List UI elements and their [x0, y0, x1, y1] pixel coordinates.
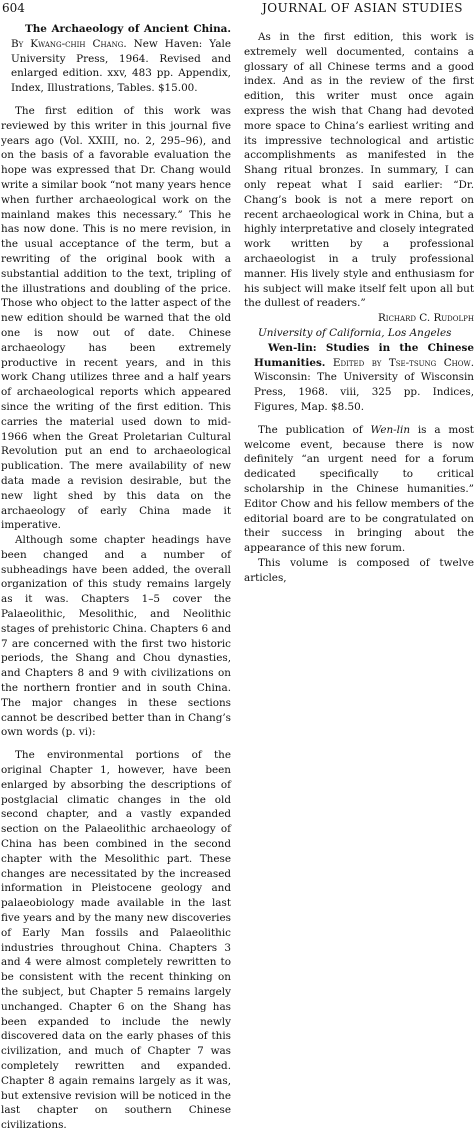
review-1-title: The Archaeology of Ancient China.: [25, 23, 231, 35]
reviewer-name: Richard C. Rudolph: [377, 312, 474, 325]
review-1-author: By Kwang-chih Chang.: [11, 37, 127, 50]
left-column: [1, 22, 231, 1133]
review-2-journal-name: Wen-lin: [370, 423, 411, 436]
review-2-paragraph-1: [244, 423, 474, 556]
review-2-title: Wen-lin: Studies in the Chinese Humanities.: [254, 341, 474, 369]
review-1-paragraph-2: Although some chapter headings have been changed and a number of subheadings have been added, the overall organization of this study remains largely as it was. Chapters 1–5 cover the Palaeolithic, Mesolithic, and Neolithic stages of prehistoric China. Chapters 6 and 7 are concerned with the first two historic periods, the Shang and Chou dynasties, and Chapters 8 and 9 with civilizations on the northern frontier and in south China. The major changes in these sections cannot be described better than in Chang’s own words (p. vi):: [1, 534, 231, 739]
running-header: [0, 0, 474, 16]
review-1-heading: [1, 22, 231, 96]
review-1-details: New Haven: Yale University Press, 1964. Revised and enlarged edition. xxv, 483 pp. Appendix, Index, Illustrations, Tables. $15.00.: [11, 37, 231, 95]
review-1-paragraph-1: The first edition of this work was reviewed by this writer in this journal five years ago (Vol. XXIII, no. 2, 295–96), and on the basis of a favorable evaluation the hope was expressed that Dr. Chang would write a similar book “not many years hence when further archaeological work on the mainland makes this necessary.” This he has now done. This is no mere revision, in the usual acceptance of the term, but a rewriting of the original book with a substantial addition to the text, tripling of the illustrations and doubling of the price. Those who object to the latter aspect of the new edition should be warned that the old one is now out of date. Chinese archaeology has been extremely productive in recent years, and in this work Chang utilizes three and a half years of archaeological reports which appeared since the writing of the first edition. This carries the material used down to mid-1966 when the Great Proletarian Cultural Revolution put an end to archaeological publication. The mere availability of new data made a revision desirable, but the new light shed by this data on the archaeology of early China made it imperative.: [1, 104, 231, 532]
review-2-text-a: The publication of: [258, 423, 371, 436]
review-2-details: Wisconsin: The University of Wisconsin Press, 1968. viii, 325 pp. Indices, Figures, Map. $8.50.: [254, 371, 474, 413]
review-2-heading: [244, 341, 474, 415]
review-1-quoted-paragraph: The environmental portions of the original Chapter 1, however, have been enlarged by absorbing the descriptions of postglacial climatic changes in the old second chapter, and a vastly expanded section on the Palaeolithic archaeology of China has been combined in the second chapter with the Mesolithic part. These changes are necessitated by the increased information in Pleistocene geology and palaeobiology made available in the last five years and by the many new discoveries of Early Man fossils and Palaeolithic industries throughout China. Chapters 3 and 4 were almost completely rewritten to be consistent with the recent thinking on the subject, but Chapter 5 remains largely unchanged. Chapter 6 on the Shang has been expanded to include the newly discovered data on the early phases of this civilization, and much of Chapter 7 was completely rewritten and expanded. Chapter 8 again remains largely as it was, but extensive revision will be noticed in the last chapter on southern Chinese civilizations.: [1, 749, 232, 1132]
review-2-text-b: is a most welcome event, because there is now definitely “an urgent need for a forum dedicated specifically to critical scholarship in the Chinese humanities.” Editor Chow and his fellow members of the editorial board are to be congratulated on their success in bringing about the appearance of this new forum.: [244, 423, 474, 555]
reviewer-affiliation: University of California, Los Angeles: [258, 326, 452, 339]
right-column: [244, 22, 474, 585]
review-2-paragraph-2: This volume is composed of twelve articles,: [244, 556, 474, 584]
review-2-editor: Edited by Tse-tsung Chow.: [332, 356, 474, 369]
journal-title: JOURNAL OF ASIAN STUDIES: [262, 1, 464, 15]
review-1-paragraph-4: As in the first edition, this work is extremely well documented, contains a glossary of all Chinese terms and a good index. And as in the review of the first edition, this writer must once again express the wish that Chang had devoted more space to China’s earliest writing and its impressive technological and artistic accomplishments as manifested in the Shang ritual bronzes. In summary, I can only repeat what I said earlier: “Dr. Chang’s book is not a mere report on recent archaeological work in China, but a highly interpretative and closely integrated work written by a professional archaeologist in a truly professional manner. His lively style and enthusiasm for his subject will make itself felt upon all but the dullest of readers.”: [244, 31, 474, 310]
page-number: 604: [2, 1, 25, 15]
